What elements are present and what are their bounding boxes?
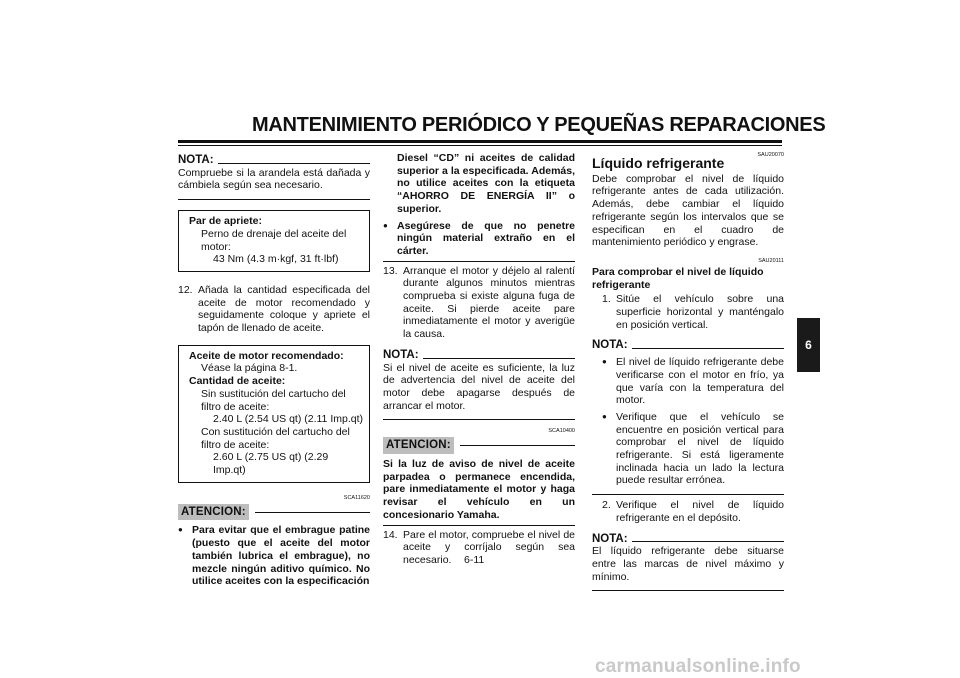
atencion-heading	[383, 437, 575, 454]
bullet-continuation	[383, 152, 575, 216]
nota-text: El líquido refrigerante debe situarse entre las marcas de nivel máximo y mínimo.	[592, 545, 784, 583]
atencion-heading	[178, 504, 370, 521]
subsection-title: Para comprobar el nivel de líquido refrigerante	[592, 265, 764, 291]
nota-heading	[383, 349, 575, 362]
reference-code: SAU20111	[758, 257, 784, 264]
quantity-item-a: Sin sustitución del cartucho del filtro de aceite:	[201, 387, 346, 413]
torque-spec-box	[178, 210, 370, 272]
atencion-label: ATENCION:	[383, 437, 454, 454]
torque-label: Par de apriete:	[189, 215, 262, 228]
nota-heading	[592, 339, 784, 352]
step-number: 14.	[383, 528, 398, 541]
reference-code: SCA10400	[548, 428, 575, 435]
torque-value: 43 Nm (4.3 m·kgf, 31 ft·lbf)	[213, 253, 339, 266]
oil-spec-box	[178, 345, 370, 483]
step-text: Añada la cantidad especificada del aceite de motor recomendado y seguidamente coloque y apriete el tapón de llenado de aceite.	[198, 283, 370, 335]
nota-text: Si el nivel de aceite es suficiente, la luz de advertencia del nivel de aceite del motor debe apagarse después de arrancar el motor.	[383, 361, 575, 412]
oil-label: Aceite de motor recomendado:	[189, 349, 344, 362]
section-intro: Debe comprobar el nivel de líquido refrigerante antes de cada utilización. Además, debe cambiar el líquido refrigerante según los intervalos que se especifican en el cuadro de mantenimiento periódico y engrase.	[592, 172, 784, 249]
step-number: 2.	[602, 499, 611, 512]
step-13	[383, 265, 575, 341]
bullet-text: Asegúrese de que no penetre ningún material extraño en el cárter.	[397, 219, 575, 257]
bullet-text: Verifique que el vehículo se encuentre en posición vertical para comprobar el nivel de líquido refrigerante. Si está ligeramente inclinada hacia un lado la lectura puede resultar errónea.	[616, 410, 784, 487]
bullet-text: Para evitar que el embrague patine (puesto que el aceite del motor también lubrica el embrague), no mezcle ningún aditivo químico. No utilice aceites con la especificación	[192, 524, 370, 588]
header-rule-thick	[178, 140, 782, 143]
page-title: MANTENIMIENTO PERIÓDICO Y PEQUEÑAS REPARACIONES	[252, 114, 826, 136]
step-12	[178, 284, 370, 335]
section-title: Líquido refrigerante	[592, 155, 725, 171]
bullet-item	[592, 411, 784, 487]
nota-label: NOTA:	[592, 532, 628, 545]
bullet-text: Diesel “CD” ni aceites de calidad superior a la especificada. Además, no utilice aceites con la etiqueta “AHORRO DE ENERGÍA II” o superior.	[397, 152, 575, 215]
atencion-end-rule	[383, 261, 575, 262]
step-number: 1.	[602, 293, 611, 306]
quantity-item-b: Con sustitución del cartucho del filtro de aceite:	[201, 425, 350, 451]
quantity-label: Cantidad de aceite:	[189, 375, 286, 388]
atencion-text: Si la luz de aviso de nivel de aceite parpadea o permanece encendida, pare inmediatamente el motor y haga revisar el vehículo en un concesionario Yamaha.	[383, 458, 575, 521]
column-2	[383, 152, 575, 567]
reference-code: SAU20070	[757, 152, 784, 158]
torque-item: Perno de drenaje del aceite del motor:	[201, 227, 347, 253]
step-text: Arranque el motor y déjelo al ralentí durante algunos minutos mientras comprueba si existe alguna fuga de aceite. Si pierde aceite pare inmediatamente el motor y averigüe la causa.	[403, 264, 575, 341]
bullet-icon: ●	[602, 411, 607, 421]
reference-code: SCA11620	[343, 494, 370, 501]
bullet-icon: ●	[383, 220, 388, 230]
chapter-tab: 6	[797, 318, 820, 372]
atencion-label: ATENCION:	[178, 504, 249, 521]
bullet-icon: ●	[178, 525, 183, 535]
quantity-value-b: 2.60 L (2.75 US qt) (2.29 Imp.qt)	[213, 451, 329, 477]
step-number: 13.	[383, 264, 398, 277]
page-number: 6-11	[464, 554, 485, 566]
nota-text: Compruebe si la arandela está dañada y cámbiela según sea necesario.	[178, 166, 370, 192]
column-1	[178, 152, 370, 588]
nota-label: NOTA:	[383, 348, 419, 361]
nota-heading	[178, 154, 370, 167]
nota-label: NOTA:	[178, 154, 214, 166]
nota-end-rule	[383, 419, 575, 420]
step-text: Sitúe el vehículo sobre una superficie horizontal y manténgalo en posición vertical.	[616, 293, 784, 331]
step-number: 12.	[178, 283, 193, 296]
bullet-text: El nivel de líquido refrigerante debe verificarse con el motor en frío, ya que varía con la temperatura del motor.	[616, 356, 784, 407]
bullet-item	[383, 220, 575, 258]
nota-end-rule	[592, 590, 784, 591]
nota-end-rule	[592, 494, 784, 495]
nota-label: NOTA:	[592, 339, 628, 352]
atencion-end-rule	[383, 525, 575, 526]
bullet-item	[592, 356, 784, 407]
bullet-icon: ●	[602, 357, 607, 367]
step-text: Pare el motor, compruebe el nivel de aceite y corríjalo según sea necesario.	[403, 528, 575, 566]
nota-heading	[592, 533, 784, 546]
oil-value: Véase la página 8-1.	[201, 362, 298, 375]
header-rule-thin	[178, 145, 782, 146]
watermark: carmanualsonline.info	[595, 656, 801, 677]
bullet-item	[178, 524, 370, 588]
step-1	[592, 293, 784, 331]
step-2	[592, 499, 784, 524]
quantity-value-a: 2.40 L (2.54 US qt) (2.11 Imp.qt)	[213, 413, 363, 426]
nota-end-rule	[178, 199, 370, 200]
column-3	[592, 152, 784, 591]
step-text: Verifique el nivel de líquido refrigerante en el depósito.	[616, 499, 784, 524]
